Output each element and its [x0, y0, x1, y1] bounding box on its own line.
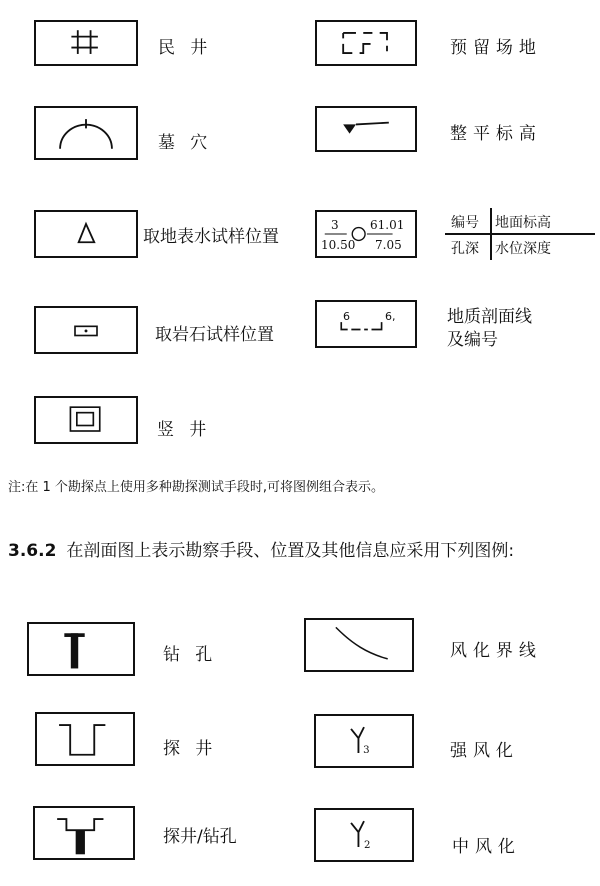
- legend-label-strongly-weathered: 强风化: [450, 741, 519, 761]
- svg-text:2: 2: [364, 839, 371, 851]
- legend-label-surface-water-sample: 取地表水试样位置: [143, 227, 279, 247]
- elev-numerator: 3: [331, 218, 339, 232]
- svg-text:3: 3: [363, 745, 370, 757]
- legend-label-tomb: 墓穴: [158, 133, 223, 153]
- legend-number: 编号: [451, 215, 479, 231]
- legend-water-depth: 水位深度: [495, 241, 551, 257]
- moderately-weathered-icon: [316, 810, 412, 860]
- section-left-number: 6: [343, 310, 350, 323]
- elev-right-top: 61.01: [370, 218, 405, 232]
- moderately-weathered-symbol: [314, 808, 414, 862]
- section-heading: [8, 536, 588, 567]
- civil-well-symbol: [34, 20, 138, 66]
- legend-label-rock-sample: 取岩石试样位置: [155, 325, 274, 345]
- tomb-symbol: [34, 106, 138, 160]
- geological-section-line-symbol: [315, 300, 417, 348]
- shaft-symbol: [34, 396, 138, 444]
- strongly-weathered-icon: [316, 716, 412, 766]
- legend-label-reserved-site: 预留场地: [450, 38, 542, 58]
- rock-sample-icon: [36, 308, 136, 352]
- exploratory-well-borehole-icon: [35, 808, 133, 858]
- reserved-site-icon: [317, 22, 415, 64]
- legend-label-exploratory-well-borehole: 探井/钻孔: [163, 827, 237, 847]
- legend-ground-elevation: 地面标高: [495, 215, 551, 231]
- strongly-weathered-symbol: [314, 714, 414, 768]
- legend-hole-depth: 孔深: [451, 241, 479, 257]
- weathering-boundary-symbol: [304, 618, 414, 672]
- section-right-number: 6,: [385, 310, 396, 323]
- legend-label-civil-well: 民井: [158, 38, 223, 58]
- legend-label-shaft: 竖井: [157, 420, 222, 440]
- legend-label-line1: 地质剖面线: [447, 307, 532, 327]
- leveling-elevation-symbol: [315, 106, 417, 152]
- borehole-number-elevation-symbol: [315, 210, 417, 258]
- legend-label-geological-section-line: [447, 306, 532, 352]
- tomb-icon: [36, 108, 136, 158]
- weathering-boundary-icon: [306, 620, 412, 670]
- elevation-legend-grid: [445, 208, 595, 260]
- exploratory-well-icon: [37, 714, 133, 764]
- legend-label-line2: 及编号: [447, 330, 498, 350]
- leveling-elevation-icon: [317, 108, 415, 150]
- section-line-icon: [317, 302, 415, 346]
- elev-right-bottom: 7.05: [375, 238, 402, 252]
- section-number: 3.6.2: [8, 541, 57, 561]
- elev-denominator: 10.50: [321, 238, 356, 252]
- triangle-icon: [36, 212, 136, 256]
- legend-label-moderately-weathered: 中风化: [452, 837, 521, 857]
- reserved-site-symbol: [315, 20, 417, 66]
- legend-label-borehole: 钻孔: [163, 645, 228, 665]
- rock-sample-symbol: [34, 306, 138, 354]
- shaft-icon: [36, 398, 136, 442]
- exploratory-well-symbol: [35, 712, 135, 766]
- legend-label-exploratory-well: 探井: [163, 739, 228, 759]
- legend-label-leveling-elevation: 整平标高: [450, 124, 542, 144]
- surface-water-sample-symbol: [34, 210, 138, 258]
- legend-label-weathering-boundary: 风化界线: [450, 641, 542, 661]
- civil-well-icon: [36, 22, 136, 64]
- borehole-symbol: [27, 622, 135, 676]
- exploratory-well-borehole-symbol: [33, 806, 135, 860]
- section-text: 在剖面图上表示勘察手段、位置及其他信息应采用下列图例:: [66, 541, 515, 561]
- note-text: 注:在 1 个勘探点上使用多种勘探测试手段时,可将图例组合表示。: [8, 480, 385, 495]
- borehole-icon: [29, 624, 133, 674]
